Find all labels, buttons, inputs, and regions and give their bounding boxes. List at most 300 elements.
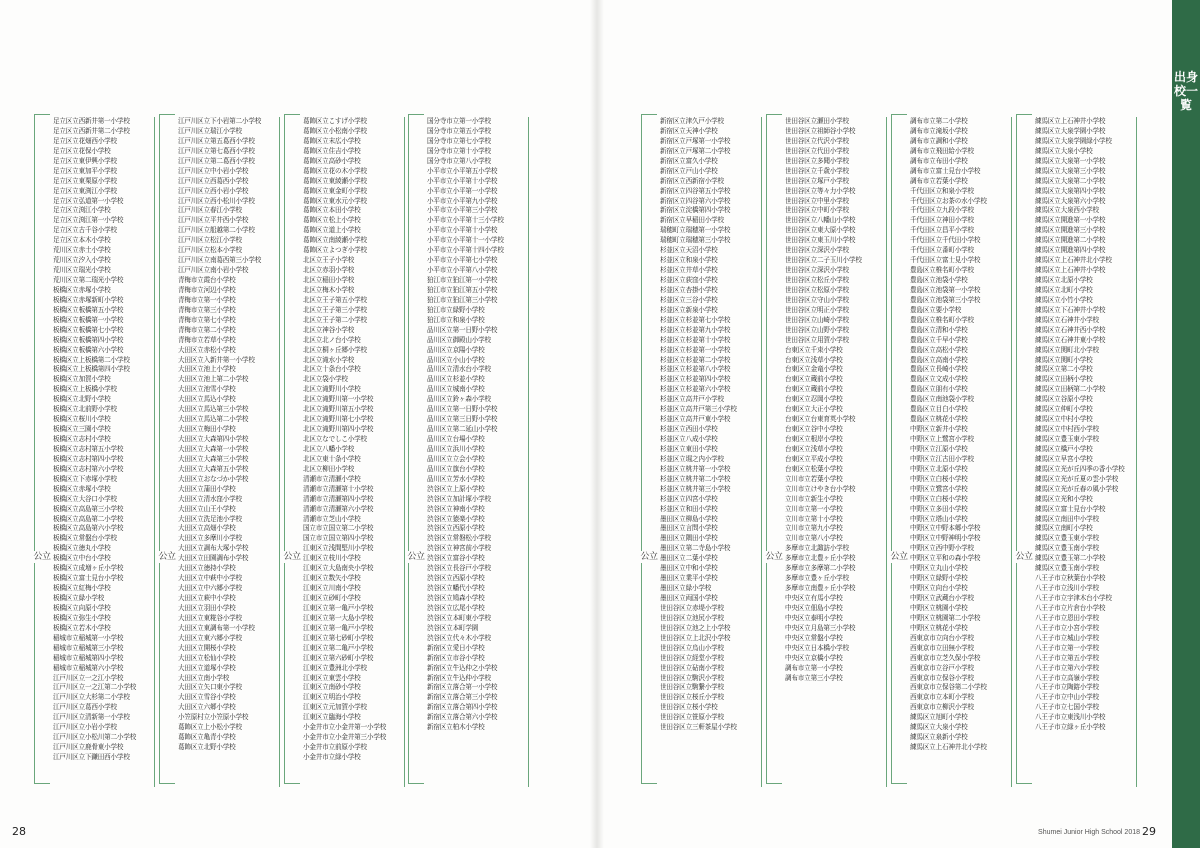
school-name: 杉並区立東田小学校 (660, 444, 718, 453)
school-name: 江東区立第一亀戸小学校 (303, 623, 374, 632)
school-name: 小平市立小平第五小学校 (427, 166, 498, 175)
school-name: 中野区立向台小学校 (910, 584, 968, 593)
school-name: 品川区立第一日野小学校 (427, 405, 498, 414)
school-name: 渋谷区立常磐松小学校 (427, 534, 491, 543)
school-name: 北区立王子第五小学校 (303, 295, 367, 304)
school-name: 練馬区立開進第二小学校 (1035, 236, 1106, 245)
school-name: 練馬区立南町小学校 (1035, 524, 1093, 533)
school-name: 北区立滝野川小学校 (303, 385, 361, 394)
school-name: 練馬区立大泉第一小学校 (1035, 156, 1106, 165)
school-name: 板橋区立富士見台小学校 (53, 574, 124, 583)
school-name: 墨田区立柳島小学校 (660, 514, 718, 523)
school-name: 北区立北ノ台小学校 (303, 335, 361, 344)
page-number-left: 28 (12, 825, 26, 838)
school-name: 中野区立桃花小学校 (910, 623, 968, 632)
school-name: 板橋区立徳丸小学校 (53, 544, 111, 553)
school-name: 板橋区立板橋第七小学校 (53, 325, 124, 334)
school-name: 西東京市立向台小学校 (910, 633, 974, 642)
school-name: 葛飾区立高砂小学校 (303, 156, 361, 165)
school-name: 江戸川区立西葛西小学校 (178, 176, 249, 185)
school-name: 北区立王子第三小学校 (303, 305, 367, 314)
school-name: 練馬区立豊玉東小学校 (1035, 435, 1099, 443)
school-name: 葛飾区立住吉小学校 (303, 146, 361, 155)
school-name: 杉並区立荻窪小学校 (660, 276, 718, 284)
school-name: 江戸川区立下鎌田西小学校 (53, 753, 130, 761)
school-name: 八王子市立恩田小学校 (1035, 613, 1099, 622)
school-name: 練馬区立上石神井小学校 (1035, 117, 1106, 125)
school-name: 板橋区立上板橋第二小学校 (53, 355, 130, 364)
school-name: 練馬区立関町小学校 (1035, 355, 1093, 364)
school-name: 新宿区立市谷小学校 (427, 653, 485, 662)
school-name: 青梅市立第一小学校 (178, 295, 236, 304)
school-list (910, 117, 1012, 787)
school-name: 台東区立大正小学校 (785, 405, 843, 414)
school-name: 墨田区立言問小学校 (660, 524, 718, 533)
school-name: 大田区立馬込第二小学校 (178, 415, 249, 424)
school-name: 北区立滝野川第四小学校 (303, 425, 374, 434)
school-name: 大田区立池上小学校 (178, 365, 236, 374)
school-name: 大田区立羽田小学校 (178, 603, 236, 612)
school-name: 墨田区立中和小学校 (660, 564, 718, 573)
school-name: 練馬区立石神井東小学校 (1035, 335, 1106, 344)
school-name: 練馬区立石神井西小学校 (1035, 325, 1106, 334)
school-name: 杉並区立杉並第七小学校 (660, 315, 731, 324)
school-name: 狛江市立狛江第一小学校 (427, 276, 498, 284)
school-name: 練馬区立旭町小学校 (910, 713, 968, 722)
school-name: 江東区立川南小学校 (303, 584, 361, 593)
school-name: 板橋区立高島第三小学校 (53, 504, 124, 513)
school-name: 八王子市立片倉台小学校 (1035, 603, 1106, 612)
school-name: 品川区立第一日野小学校 (427, 325, 498, 334)
school-name: 世田谷区立東玉川小学校 (785, 236, 856, 245)
school-name: 豊島区立椎名町小学校 (910, 315, 974, 324)
school-name: 中野区立中野本郷小学校 (910, 524, 981, 533)
school-name: 大田区立おなづか小学校 (178, 474, 249, 483)
school-name: 足立区立花畑西小学校 (53, 136, 117, 145)
school-name: 新宿区立牛込仲小学校 (427, 673, 491, 682)
school-name: 練馬区立光が丘四季の香小学校 (1035, 464, 1125, 473)
school-name: 北区立袋小学校 (303, 375, 348, 384)
school-name: 西東京市立保谷小学校 (910, 673, 974, 682)
school-name: 葛飾区立小松南小学校 (303, 126, 367, 135)
school-name: 練馬区立南田中小学校 (1035, 514, 1099, 523)
school-name: 調布市立第二小学校 (910, 117, 968, 125)
school-name: 大田区立梅田小学校 (178, 425, 236, 434)
school-name: 葛飾区立本田小学校 (303, 206, 361, 215)
school-name: 世田谷区立三軒茶屋小学校 (660, 723, 737, 732)
school-name: 千代田区立九段小学校 (910, 206, 974, 215)
school-name: 新宿区立落合第一小学校 (427, 683, 498, 692)
school-name: 北区立王子第二小学校 (303, 315, 367, 324)
school-name: 中野区立塔山小学校 (910, 514, 968, 523)
school-name: 江東区立枝川小学校 (303, 554, 361, 563)
school-name: 大田区立道塚小学校 (178, 663, 236, 672)
school-name: 練馬区立第二小学校 (1035, 365, 1093, 374)
school-name: 大田区立東糀谷小学校 (178, 613, 242, 622)
school-name: 品川区立旗台小学校 (427, 464, 485, 473)
school-name: 稲城市立稲城第三小学校 (53, 643, 124, 652)
school-name: 新宿区立柏木小学校 (427, 723, 485, 732)
school-name: 板橋区立紅梅小学校 (53, 584, 111, 593)
school-name: 江戸川区立中小岩小学校 (178, 166, 249, 175)
school-name: 世田谷区立池之上小学校 (660, 623, 731, 632)
school-name: 江戸川区立鹿骨東小学校 (53, 743, 124, 752)
school-name: 豊島区立池袋第一小学校 (910, 285, 981, 294)
school-name: 小平市立小平第十四小学校 (427, 246, 504, 255)
school-name: 杉並区立井草小学校 (660, 266, 718, 275)
school-name: 世田谷区立松原小学校 (785, 285, 849, 294)
school-name: 世田谷区立明正小学校 (785, 305, 849, 314)
school-name: 練馬区立下石神井小学校 (1035, 305, 1106, 314)
school-list (427, 117, 529, 787)
school-name: 豊島区立高南小学校 (910, 355, 968, 364)
school-name: 狛江市立狛江第三小学校 (427, 295, 498, 304)
school-name: 練馬区立上石神井北小学校 (910, 743, 987, 752)
school-name: 足立区立東渕江小学校 (53, 186, 117, 195)
school-name: 杉並区立四宮小学校 (660, 494, 718, 503)
school-name: 世田谷区立経堂小学校 (660, 653, 724, 662)
school-name: 清瀬市立清瀬第十小学校 (303, 484, 374, 493)
school-name: 練馬区立光が丘春の風小学校 (1035, 484, 1119, 493)
school-name: 大田区立萩中小学校 (178, 594, 236, 602)
school-name: 小平市立小平第八小学校 (427, 266, 498, 275)
school-name: 板橋区立北前野小学校 (53, 405, 117, 414)
school-name: 練馬区立田柄小学校 (1035, 375, 1093, 384)
school-name: 世田谷区立瀬田小学校 (785, 117, 849, 125)
school-name: 板橋区立加賀小学校 (53, 375, 111, 384)
school-name: 世田谷区立笹原小学校 (660, 713, 724, 722)
school-name: 豊島区立高松小学校 (910, 345, 968, 354)
school-name: 大田区立池雪小学校 (178, 385, 236, 394)
school-name: 葛飾区立松上小学校 (303, 216, 361, 225)
school-name: 立川市立第一小学校 (785, 504, 843, 513)
school-name: 小金井市立小金井第三小学校 (303, 733, 387, 742)
school-name: 西東京市立本町小学校 (910, 693, 974, 702)
school-name: 大田区立松仙小学校 (178, 653, 236, 662)
school-name: 調布市立富士見台小学校 (910, 166, 981, 175)
school-name: 清瀬市立清瀬第四小学校 (303, 494, 374, 503)
column-bracket (284, 114, 300, 784)
school-name: 中野区立新井小学校 (910, 425, 968, 434)
school-list (178, 117, 280, 787)
school-name: 大田区立六郷小学校 (178, 703, 236, 712)
school-name: 板橋区立向原小学校 (53, 603, 111, 612)
school-name: 杉並区立杉並第一小学校 (660, 345, 731, 354)
school-name: 調布市立飛田給小学校 (910, 146, 974, 155)
school-name: 大田区立大森第五小学校 (178, 464, 249, 473)
school-name: 渋谷区立代々木小学校 (427, 633, 491, 642)
school-name: 足立区立本木小学校 (53, 236, 111, 245)
school-name: 西東京市立柳沢小学校 (910, 703, 974, 712)
school-name: 小金井市立緑小学校 (303, 753, 361, 761)
school-name: 江東区立南砂小学校 (303, 683, 361, 692)
school-name: 大田区立洗足池小学校 (178, 514, 242, 523)
school-name: 練馬区立田柄第二小学校 (1035, 385, 1106, 394)
school-list (303, 117, 405, 787)
school-name: 世田谷区立駒繋小学校 (660, 683, 724, 692)
school-name: 杉並区立高井戸東小学校 (660, 415, 731, 424)
school-name: 足立区立渕江第一小学校 (53, 216, 124, 225)
school-name: 中野区立江原小学校 (910, 444, 968, 453)
school-name: 葛飾区立上小松小学校 (178, 723, 242, 732)
school-name: 杉並区立和田小学校 (660, 504, 718, 513)
school-name: 新宿区立落合第三小学校 (427, 693, 498, 702)
school-name: 練馬区立光が丘夏の雲小学校 (1035, 474, 1119, 483)
public-badge: 公立 (407, 552, 425, 562)
school-name: 青梅市立霞台小学校 (178, 276, 236, 284)
school-name: 練馬区立仲町小学校 (1035, 405, 1093, 414)
school-name: 北区立王子小学校 (303, 256, 355, 265)
school-name: 足立区立古千谷小学校 (53, 226, 117, 235)
school-name: 足立区立花保小学校 (53, 146, 111, 155)
school-name: 板橋区立志村第六小学校 (53, 464, 124, 473)
school-name: 千代田区立千代田小学校 (910, 236, 981, 245)
school-name: 大田区立調布大塚小学校 (178, 544, 249, 553)
school-name: 渋谷区立富谷小学校 (427, 554, 485, 563)
section-tab-label: 出身校一覧 (1173, 70, 1198, 112)
school-name: 中野区立武蔵台小学校 (910, 594, 974, 602)
school-name: 練馬区立大泉小学校 (910, 723, 968, 732)
school-name: 世田谷区立深沢小学校 (785, 266, 849, 275)
school-name: 西東京市立田無小学校 (910, 643, 974, 652)
school-name: 練馬区立大泉西小学校 (1035, 206, 1099, 215)
public-badge: 公立 (890, 552, 908, 562)
school-name: 八王子市立緑ヶ丘小学校 (1035, 723, 1106, 732)
school-name: 江戸川区立平井西小学校 (178, 216, 249, 225)
school-name: 渋谷区立長谷戸小学校 (427, 564, 491, 573)
school-name: 中野区立桃園小学校 (910, 603, 968, 612)
school-name: 練馬区立開進第一小学校 (1035, 216, 1106, 225)
school-name: 清瀬市立芝山小学校 (303, 514, 361, 523)
school-name: 足立区立西新井第二小学校 (53, 126, 130, 135)
school-name: 杉並区立桃井第三小学校 (660, 484, 731, 493)
school-name: 杉並区立天沼小学校 (660, 246, 718, 255)
school-name: 中野区立北原小学校 (910, 464, 968, 473)
school-name: 調布市立滝坂小学校 (910, 126, 968, 135)
school-name: 豊島区立桃花小学校 (910, 415, 968, 424)
school-name: 大田区立中六郷小学校 (178, 584, 242, 593)
school-name: 墨田区立二葉小学校 (660, 554, 718, 563)
school-name: 江東区立第六砂町小学校 (303, 653, 374, 662)
school-name: 江戸川区立清新第一小学校 (53, 713, 130, 722)
school-name: 台東区立根岸小学校 (785, 435, 843, 443)
school-list (1035, 117, 1137, 787)
column-bracket (408, 114, 424, 784)
public-badge: 公立 (283, 552, 301, 562)
school-name: 調布市立第三小学校 (785, 673, 843, 682)
school-name: 北区立梅木小学校 (303, 285, 355, 294)
school-name: 調布市立調和小学校 (910, 136, 968, 145)
school-name: 小金井市立前原小学校 (303, 743, 367, 752)
page-number-right: 29 (1142, 825, 1156, 838)
school-name: 荒川区立汐入小学校 (53, 256, 111, 265)
school-name: 中央区立常盤小学校 (785, 633, 843, 642)
school-name: 中野区立中野神明小学校 (910, 534, 981, 543)
school-name: 北区立滝野川第一小学校 (303, 395, 374, 404)
school-name: 世田谷区立池尻小学校 (660, 613, 724, 622)
school-name: 練馬区立富士見台小学校 (1035, 504, 1106, 513)
school-name: 世田谷区立守山小学校 (785, 295, 849, 304)
school-name: 八王子市立宇津木台小学校 (1035, 594, 1112, 602)
school-name: 品川区立小山小学校 (427, 355, 485, 364)
school-name: 足立区立東加平小学校 (53, 166, 117, 175)
school-name: 大田区立多摩川小学校 (178, 534, 242, 543)
school-name: 江戸川区立大杉第二小学校 (53, 693, 130, 702)
school-name: 新宿区立天神小学校 (660, 126, 718, 135)
school-name: 北区立滝野川第五小学校 (303, 405, 374, 414)
school-name: 台東区立谷中小学校 (785, 425, 843, 434)
school-name: 台東区立浅草小学校 (785, 355, 843, 364)
school-name: 立川市立第十小学校 (785, 514, 843, 523)
school-name: 新宿区立落合第六小学校 (427, 713, 498, 722)
school-name: 世田谷区立松丘小学校 (785, 276, 849, 284)
school-name: 杉並区立杏掛小学校 (660, 285, 718, 294)
school-name: 中野区立上鷺宮小学校 (910, 435, 974, 443)
school-name: 中央区立京橋小学校 (785, 653, 843, 662)
school-name: 八王子市立陶鎔小学校 (1035, 683, 1099, 692)
school-name: 立川市立第八小学校 (785, 534, 843, 543)
school-name: 世田谷区立東大原小学校 (785, 226, 856, 235)
school-name: 中央区立有馬小学校 (785, 594, 843, 602)
school-name: 多摩市立北諏訪小学校 (785, 544, 849, 553)
public-badge: 公立 (1015, 552, 1033, 562)
school-name: 豊島区立池袋小学校 (910, 276, 968, 284)
school-name: 小金井市立小金井第一小学校 (303, 723, 387, 732)
school-name: 江戸川区立南葛西第三小学校 (178, 256, 262, 265)
school-name: 中野区立白桜小学校 (910, 474, 968, 483)
school-name: 世田谷区立代田小学校 (785, 146, 849, 155)
school-name: 西東京市立芝久保小学校 (910, 653, 981, 662)
school-name: 杉並区立杉並第二小学校 (660, 355, 731, 364)
school-name: 板橋区立板橋第一小学校 (53, 315, 124, 324)
school-name: 板橋区立赤塚小学校 (53, 285, 111, 294)
school-name: 杉並区立杉並第九小学校 (660, 325, 731, 334)
school-name: 世田谷区立山崎小学校 (785, 315, 849, 324)
public-badge: 公立 (765, 552, 783, 562)
school-name: 練馬区立豊玉第二小学校 (1035, 554, 1106, 563)
school-name: 小平市立小平第十小学校 (427, 176, 498, 185)
school-name: 練馬区立大泉学園小学校 (1035, 126, 1106, 135)
school-name: 世田谷区立深沢小学校 (785, 246, 849, 255)
school-name: 新宿区立早稲田小学校 (660, 216, 724, 225)
school-name: 国分寺市立第十小学校 (427, 146, 491, 155)
school-name: 江戸川区立一之江第二小学校 (53, 683, 137, 692)
school-name: 江戸川区立西小松川小学校 (178, 196, 255, 205)
school-name: 北区立八幡小学校 (303, 444, 355, 453)
school-name: 江戸川区立春江小学校 (178, 206, 242, 215)
school-name: 板橋区立志村小学校 (53, 435, 111, 443)
school-name: 北区立なでしこ小学校 (303, 435, 367, 443)
school-name: 渋谷区立広尾小学校 (427, 603, 485, 612)
school-name: 江戸川区立下小岩第二小学校 (178, 117, 262, 125)
school-name: 江東区立第二亀戸小学校 (303, 643, 374, 652)
school-name: 中野区立白桜小学校 (910, 494, 968, 503)
school-name: 板橋区立下赤塚小学校 (53, 474, 117, 483)
school-name: 練馬区立橋戸小学校 (1035, 444, 1093, 453)
school-name: 世田谷区立千歳小学校 (785, 166, 849, 175)
school-name: 江東区立第一亀戸小学校 (303, 603, 374, 612)
school-name: 品川区立御殿山小学校 (427, 335, 491, 344)
school-name: 江戸川区立一之江小学校 (53, 673, 124, 682)
school-name: 豊島区立南池袋小学校 (910, 395, 974, 404)
school-name: 稲城市立稲城第六小学校 (53, 663, 124, 672)
school-name: 板橋区立高島第二小学校 (53, 514, 124, 523)
school-name: 小平市立小平第十三小学校 (427, 216, 504, 225)
school-name: 豊島区立朋有小学校 (910, 385, 968, 394)
school-name: 世田谷区立八幡山小学校 (785, 216, 856, 225)
school-name: 江戸川区立瑞江小学校 (178, 126, 242, 135)
school-name: 小平市立小平第三小学校 (427, 206, 498, 215)
school-name: 足立区立東伊興小学校 (53, 156, 117, 165)
school-name: 世田谷区立烏山小学校 (660, 643, 724, 652)
school-list (660, 117, 762, 787)
school-name: 品川区立立会小学校 (427, 454, 485, 463)
school-name: 江戸川区立南小岩小学校 (178, 266, 249, 275)
school-name: 世田谷区立山野小学校 (785, 325, 849, 334)
school-name: 練馬区立中村小学校 (1035, 415, 1093, 424)
school-name: 練馬区立小竹小学校 (1035, 295, 1093, 304)
school-name: 杉並区立杉並第六小学校 (660, 385, 731, 394)
school-name: 板橋区立志村第五小学校 (53, 444, 124, 453)
school-name: 小平市立小平第十一小学校 (427, 236, 504, 245)
school-name: 北区立滝野川第七小学校 (303, 415, 374, 424)
school-name: 大田区立中萩中小学校 (178, 574, 242, 583)
school-name: 世田谷区立二子玉川小学校 (785, 256, 862, 265)
school-name: 北区立桐ヶ丘郷小学校 (303, 345, 367, 354)
school-name: 江戸川区立葛西小学校 (53, 703, 117, 712)
school-name: 立川市立第九小学校 (785, 524, 843, 533)
school-name: 杉並区立杉並第四小学校 (660, 375, 731, 384)
school-name: 国分寺市立第八小学校 (427, 156, 491, 165)
school-name: 江東区立臨海小学校 (303, 713, 361, 722)
school-name: 青梅市立第七小学校 (178, 315, 236, 324)
school-name: 台東区立千束小学校 (785, 345, 843, 354)
school-name: 練馬区立石神井小学校 (1035, 315, 1099, 324)
school-name: 練馬区立豊玉東小学校 (1035, 534, 1099, 543)
school-name: 大田区立開桜小学校 (178, 643, 236, 652)
school-name: 新宿区立戸山小学校 (660, 166, 718, 175)
school-name: 新宿区立四谷第六小学校 (660, 196, 731, 205)
school-name: 青梅市立河辺小学校 (178, 285, 236, 294)
school-name: 墨田区立業平小学校 (660, 574, 718, 583)
school-name: 小平市立小平第九小学校 (427, 196, 498, 205)
school-name: 杉並区立八成小学校 (660, 435, 718, 443)
column-bracket (34, 114, 50, 784)
school-name: 江東区立第七砂町小学校 (303, 633, 374, 642)
school-name: 中央区立泰明小学校 (785, 613, 843, 622)
school-name: 北区立滝水小学校 (303, 355, 355, 364)
school-name: 渋谷区立神南小学校 (427, 504, 485, 513)
school-name: 新宿区立戸塚第一小学校 (660, 136, 731, 145)
school-name: 板橋区立弥生小学校 (53, 613, 111, 622)
school-name: 立川市立けやき台小学校 (785, 484, 856, 493)
school-name: 中央区立佃島小学校 (785, 603, 843, 612)
school-name: 清瀬市立清瀬第六小学校 (303, 504, 374, 513)
school-name: 北区立神谷小学校 (303, 325, 355, 334)
school-name: 中野区立鷺宮小学校 (910, 484, 968, 493)
school-name: 江東区立砂町小学校 (303, 594, 361, 602)
school-name: 千代田区立富士見小学校 (910, 256, 981, 265)
school-name: 多摩市立多摩第二小学校 (785, 564, 856, 573)
school-name: 八王子市立小宮小学校 (1035, 623, 1099, 632)
school-name: 北区立稲田小学校 (303, 276, 355, 284)
school-name: 練馬区立大泉第三小学校 (1035, 166, 1106, 175)
school-name: 板橋区立赤塚新町小学校 (53, 295, 124, 304)
school-name: 八王子市立第五小学校 (1035, 653, 1099, 662)
school-name: 江戸川区立西小岩小学校 (178, 186, 249, 195)
school-name: 江東区立豊洲北小学校 (303, 663, 367, 672)
school-name: 葛飾区立末広小学校 (303, 136, 361, 145)
